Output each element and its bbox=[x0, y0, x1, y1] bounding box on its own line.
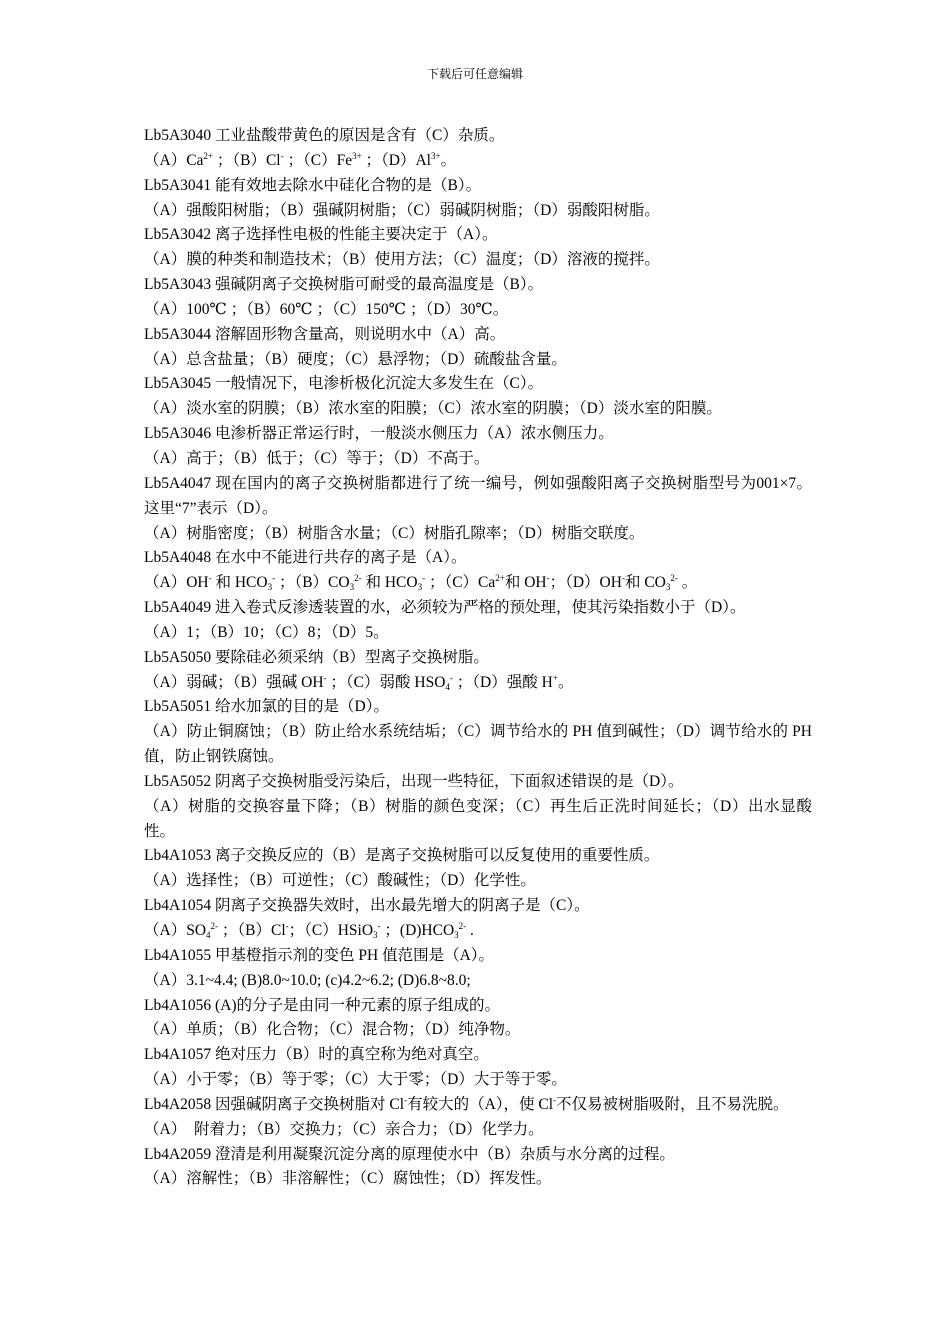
answer-options: （A）3.1~4.4; (B)8.0~10.0; (c)4.2~6.2; (D)6.8~8.0; bbox=[144, 971, 471, 989]
subscript: 4 bbox=[206, 930, 211, 940]
superscript: - bbox=[553, 1094, 557, 1105]
question-stem: Lb5A3046 电渗析器正常运行时，一般淡水侧压力（A）浓水侧压力。 bbox=[144, 425, 614, 443]
answer-options: （A）总含盐量；（B）硬度；（C）悬浮物；（D）硫酸盐含量。 bbox=[144, 350, 567, 368]
question-stem: Lb5A3043 强碱阴离子交换树脂可耐受的最高温度是（B）。 bbox=[144, 276, 544, 294]
superscript: + bbox=[552, 672, 558, 683]
answer-options: （A）OH- 和 $HCO_3^-$ ；$(B)CO_3^{2-}$ 和 $HCO_3^-$ ；$(C)Ca^{2+}$和 OH-；（D）OH-和 $CO_3^{2-}$ 。 bbox=[144, 573, 698, 593]
question-stem: Lb4A2058 因强碱阴离子交换树脂对 Cl-有较大的（A），使 Cl-不仅易被树脂吸附，且不易洗脱。 bbox=[144, 1094, 789, 1113]
answer-options: （A）高于；（B）低于；（C）等于；（D）不高于。 bbox=[144, 449, 490, 467]
superscript: - bbox=[280, 150, 284, 161]
subscript: 4 bbox=[445, 681, 450, 692]
question-stem: Lb5A4048 在水中不能进行共存的离子是（A）。 bbox=[144, 549, 467, 567]
question-stem: Lb5A3041 能有效地去除水中硅化合物的是（B）。 bbox=[144, 176, 482, 194]
question-stem: Lb5A3045 一般情况下，电渗析极化沉淀大多发生在（C）。 bbox=[144, 375, 544, 393]
question-stem: Lb4A1057 绝对压力（B）时的真空称为绝对真空。 bbox=[144, 1046, 489, 1064]
superscript: - bbox=[272, 573, 276, 584]
superscript: - bbox=[449, 672, 453, 683]
superscript: 2- bbox=[458, 921, 467, 931]
superscript: - bbox=[285, 921, 289, 931]
superscript: - bbox=[546, 573, 550, 584]
subscript: 3 bbox=[665, 582, 671, 593]
answer-options: （A）膜的种类和制造技术；（B）使用方法；（C）温度；（D）溶液的搅拌。 bbox=[144, 251, 660, 269]
superscript: - bbox=[422, 573, 426, 584]
question-stem: Lb5A3042 离子选择性电极的性能主要决定于（A）。 bbox=[144, 226, 498, 244]
question-stem: Lb5A4047 现在国内的离子交换树脂都进行了统一编号，例如强酸阳离子交换树脂型号为001×7。这里“7”表示（D）。 bbox=[144, 474, 812, 517]
superscript: 3+ bbox=[352, 150, 362, 161]
superscript: - bbox=[621, 573, 625, 584]
question-stem: Lb4A2059 澄清是利用凝聚沉淀分离的原理使水中（B）杂质与水分离的过程。 bbox=[144, 1145, 675, 1163]
answer-options: （A）防止铜腐蚀；（B）防止给水系统结垢；（C）调节给水的 PH 值到碱性；（D）调节给水的 PH 值，防止钢铁腐蚀。 bbox=[144, 723, 812, 766]
superscript: 2- bbox=[670, 573, 678, 584]
subscript: 3 bbox=[417, 582, 423, 593]
question-stem: Lb5A5052 阴离子交换树脂受污染后，出现一些特征，下面叙述错误的是（D）。 bbox=[144, 772, 684, 790]
superscript: - bbox=[377, 921, 381, 931]
answer-options: （A）淡水室的阴膜；（B）浓水室的阳膜；（C）浓水室的阴膜；（D）淡水室的阳膜。 bbox=[144, 400, 722, 418]
answer-options: （A）强酸阳树脂；（B）强碱阴树脂；（C）弱碱阴树脂；（D）弱酸阳树脂。 bbox=[144, 201, 660, 219]
question-stem: Lb5A5051 给水加氯的目的是（D）。 bbox=[144, 698, 389, 716]
answer-options: $(A)Ca^{2+}$ ；（B）Cl- ；$(C)Fe^{3+}$ ；$(D)Al^{3+}$。 bbox=[144, 150, 457, 169]
answer-options: （A）选择性；（B）可逆性；（C）酸碱性；（D）化学性。 bbox=[144, 872, 536, 890]
question-stem: Lb4A1055 甲基橙指示剂的变色 PH 值范围是（A）。 bbox=[144, 946, 495, 964]
question-list bbox=[144, 124, 812, 1192]
answer-options: （A）树脂密度；（B）树脂含水量；（C）树脂孔隙率；（D）树脂交联度。 bbox=[144, 524, 645, 542]
question-stem: Lb5A3040 工业盐酸带黄色的原因是含有（C）杂质。 bbox=[144, 127, 505, 144]
subscript: 3 bbox=[349, 582, 355, 593]
subscript: 3 bbox=[267, 582, 273, 593]
superscript: - bbox=[323, 672, 327, 683]
answer-options: （A）溶解性；（B）非溶解性；（C）腐蚀性；（D）挥发性。 bbox=[144, 1170, 552, 1188]
answer-options: $(A)SO_4^{2-}$ ；（B）Cl-；（C）HSiO$_3$- ；$(D)HCO_3^{2-}$ . bbox=[144, 921, 474, 940]
answer-options: （A）100℃ ；（B）60℃ ；（C）150℃ ；（D）30℃。 bbox=[144, 300, 509, 318]
answer-options: （A）1；（B）10；（C）8；（D）5。 bbox=[144, 623, 389, 641]
question-stem: Lb4A1056 (A)的分子是由同一种元素的原子组成的。 bbox=[144, 996, 501, 1014]
question-stem: Lb4A1054 阴离子交换器失效时，出水最先增大的阴离子是（C）。 bbox=[144, 897, 590, 915]
question-stem: Lb5A4049 进入卷式反渗透装置的水，必须较为严格的预处理，使其污染指数小于（D）。 bbox=[144, 599, 746, 617]
question-stem: Lb4A1053 离子交换反应的（B）是离子交换树脂可以反复使用的重要性质。 bbox=[144, 847, 660, 865]
question-stem: Lb5A5050 要除硅必须采纳（B）型离子交换树脂。 bbox=[144, 648, 489, 666]
superscript: - bbox=[208, 573, 212, 584]
answer-options: （A）弱碱；（B）强碱 OH- ；（C）弱酸 $HSO_4^-$ ；（D）强酸 H+。 bbox=[144, 672, 574, 692]
superscript: 3+ bbox=[430, 150, 441, 161]
subscript: 3 bbox=[373, 930, 378, 940]
page-header: 下载后可任意编辑 bbox=[426, 67, 523, 81]
superscript: 2+ bbox=[495, 573, 505, 584]
superscript: - bbox=[404, 1094, 408, 1105]
subscript: 3 bbox=[454, 930, 459, 940]
superscript: 2- bbox=[210, 921, 219, 931]
superscript: 2- bbox=[354, 573, 362, 584]
answer-options: （A）单质；（B）化合物；（C）混合物；（D）纯净物。 bbox=[144, 1021, 521, 1039]
question-stem: Lb5A3044 溶解固形物含量高，则说明水中（A）高。 bbox=[144, 325, 506, 343]
answer-options: （A）树脂的交换容量下降；（B）树脂的颜色变深；（C）再生后正洗时间延长；（D）出水显酸性。 bbox=[144, 797, 812, 840]
superscript: 2+ bbox=[203, 150, 213, 161]
answer-options: （A）小于零；（B）等于零；（C）大于零；（D）大于等于零。 bbox=[144, 1071, 567, 1089]
answer-options: （A） 附着力；（B）交换力；（C）亲合力；（D）化学力。 bbox=[144, 1120, 544, 1138]
